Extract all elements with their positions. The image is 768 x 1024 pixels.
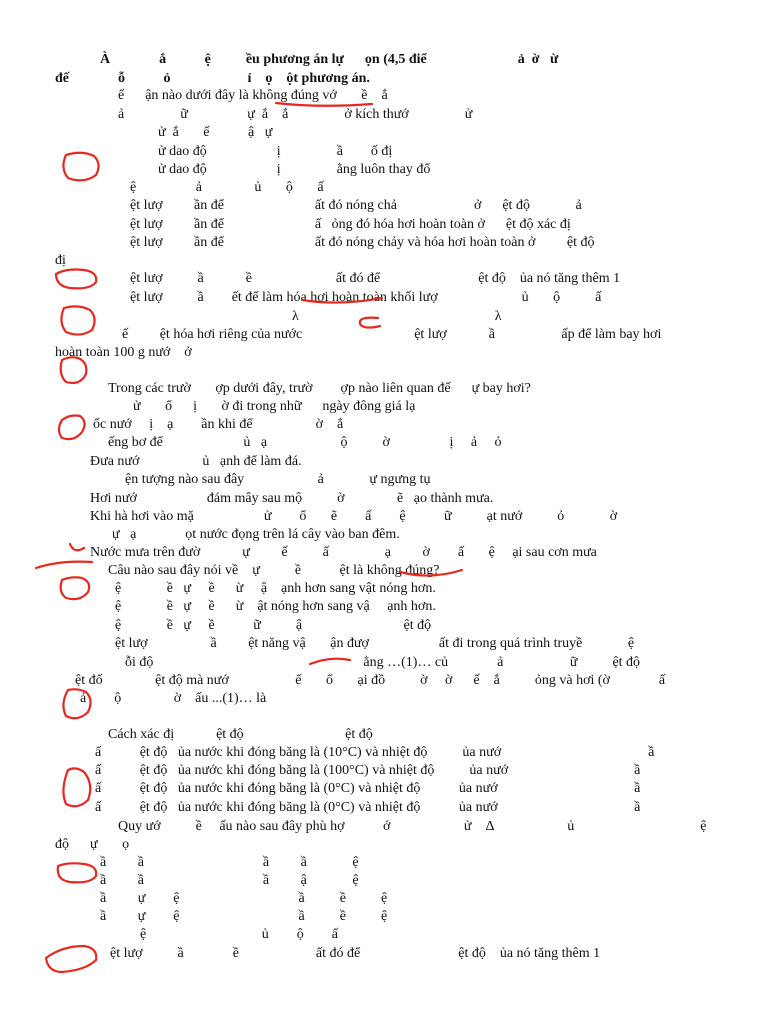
answer-option: ầ ầ ầ ầ ệ [100, 855, 359, 870]
question-text-3-cont: hoàn toàn 100 g nướ ở [55, 345, 192, 360]
question-section-title: À ắ ệ ều phương án lự ọn (4,5 điể ả ờ ừ [100, 52, 559, 67]
answer-option: ầ ự ệ ầ ề ệ [100, 891, 388, 906]
question-text-9-cont: độ ự ọ [55, 837, 130, 852]
answer-option: ệt lượ ần để ất đó nóng chả ở ệt độ ả [130, 198, 582, 213]
question-text-4: Trong các trườ ợp dưới đây, trườ ợp nào liên quan đế ự bay hơi? [108, 381, 531, 396]
answer-option: ệ ề ự ề ữ ậ ệt độ [115, 618, 432, 633]
answer-option: ầ ự ệ ầ ề ệ [100, 909, 388, 924]
answer-option: ệt lượ ầ ề ất đó để ệt độ ủa nó tăng thêm 1 [130, 271, 621, 286]
answer-option: ấ ệt độ ủa nước khi đóng băng là (0°C) và nhiệt độ ủa nướ ầ [95, 781, 641, 796]
answer-option: ử dao độ ị ằng luôn thay đổ [158, 162, 431, 177]
question-text-7-cont: ệt đố ệt độ mà nướ ế ổ ại đồ ờ ờ ế ắ ỏng và hơi (ờ ấ [75, 673, 666, 688]
answer-option: ốc nướ ị ạ ần khi để ờ ắ [93, 417, 344, 432]
question-text-7-cont: ả ộ ờ ấu ...(1)… là [80, 691, 267, 706]
question-text-7: ỗi độ ằng …(1)… củ ả ữ ệt độ [125, 655, 641, 670]
question-text-5: ện tượng nào sau đây ả ự ngưng tụ [125, 472, 431, 487]
answer-option: Đưa nướ ủ ạnh để làm đá. [90, 454, 302, 469]
answer-option: ấ ệt độ ủa nước khi đóng băng là (0°C) và nhiệt độ ủa nướ ầ [95, 800, 641, 815]
answer-option: Khi hà hơi vào mặ ử ổ ẽ ấ ệ ữ ạt nướ ỏ ờ [90, 509, 618, 524]
answer-option: ệ ề ự ề ừ ậ ạnh hơn sang vật nóng hơn. [115, 581, 436, 596]
question-text-10: ệ ủ ộ ấ [140, 927, 338, 942]
answer-option: ệ ề ự ề ừ ật nóng hơn sang vậ ạnh hơn. [115, 599, 436, 614]
answer-option: ả ữ ự ắ ắ ở kích thướ ử [118, 107, 473, 122]
lambda-symbols: λ λ [292, 309, 502, 324]
answer-option: ử ắ ế ậ ự [158, 125, 273, 140]
answer-option: ệt lượ ầ ết để làm hóa hơi hoàn toàn khối lượ ủ ộ ấ [130, 290, 602, 305]
question-section-instruction: đế ỗ ỏ ỉ ọ ột phương án. [55, 71, 370, 86]
question-text-2: ệ ả ủ ộ ấ [130, 180, 324, 195]
answer-option: ệt lượ ần để ấ ỏng đó hóa hơi hoàn toàn ở ệt độ xác đị [130, 217, 571, 232]
question-text-6: Câu nào sau đây nói về ự ề ệt là không đúng? [108, 563, 440, 578]
answer-option: ếng bơ để ủ ạ ộ ờ ị ả ỏ [108, 435, 502, 450]
answer-option: ử ổ ị ờ đi trong nhữ ngày đông giá lạ [133, 399, 416, 414]
question-text-9: Quy ướ ề ấu nào sau đây phù hợ ớ ử Δ ủ ệ [118, 819, 707, 834]
answer-option-wrap: đị [55, 253, 66, 268]
question-text-3: ế ệt hóa hơi riêng của nước ệt lượ ầ ấp để làm bay hơi [122, 327, 662, 342]
answer-option: ự ạ ọt nước đọng trên lá cây vào ban đêm. [112, 527, 400, 542]
answer-option: ấ ệt độ ủa nước khi đóng băng là (10°C) và nhiệt độ ủa nướ ầ [95, 745, 655, 760]
answer-option: ử dao độ ị ầ ố đị [158, 144, 393, 159]
answer-option: Hơi nướ đám mây sau mộ ờ ẽ ạo thành mưa. [90, 491, 494, 506]
answer-option: ệt lượ ầ ệt năng vậ ận đượ ất đi trong quá trình truyề ệ [115, 636, 635, 651]
question-text-1: ế ận nào dưới đây là không đúng vớ ề ắ [118, 88, 388, 103]
answer-option: ầ ầ ầ ậ ệ [100, 873, 359, 888]
answer-option: ệt lượ ần để ất đó nóng chảy và hóa hơi hoàn toàn ở ệt độ [130, 235, 595, 250]
answer-option: ấ ệt độ ủa nước khi đóng băng là (100°C) và nhiệt độ ủa nướ ầ [95, 763, 641, 778]
answer-option: ệt lượ ầ ề ất đó để ệt độ ủa nó tăng thêm 1 [110, 946, 601, 961]
answer-option: Nước mưa trên đườ ự ế ấ ạ ờ ấ ệ ại sau cơn mưa [90, 545, 597, 560]
question-text-8: Cách xác đị ệt độ ệt độ [108, 727, 373, 742]
